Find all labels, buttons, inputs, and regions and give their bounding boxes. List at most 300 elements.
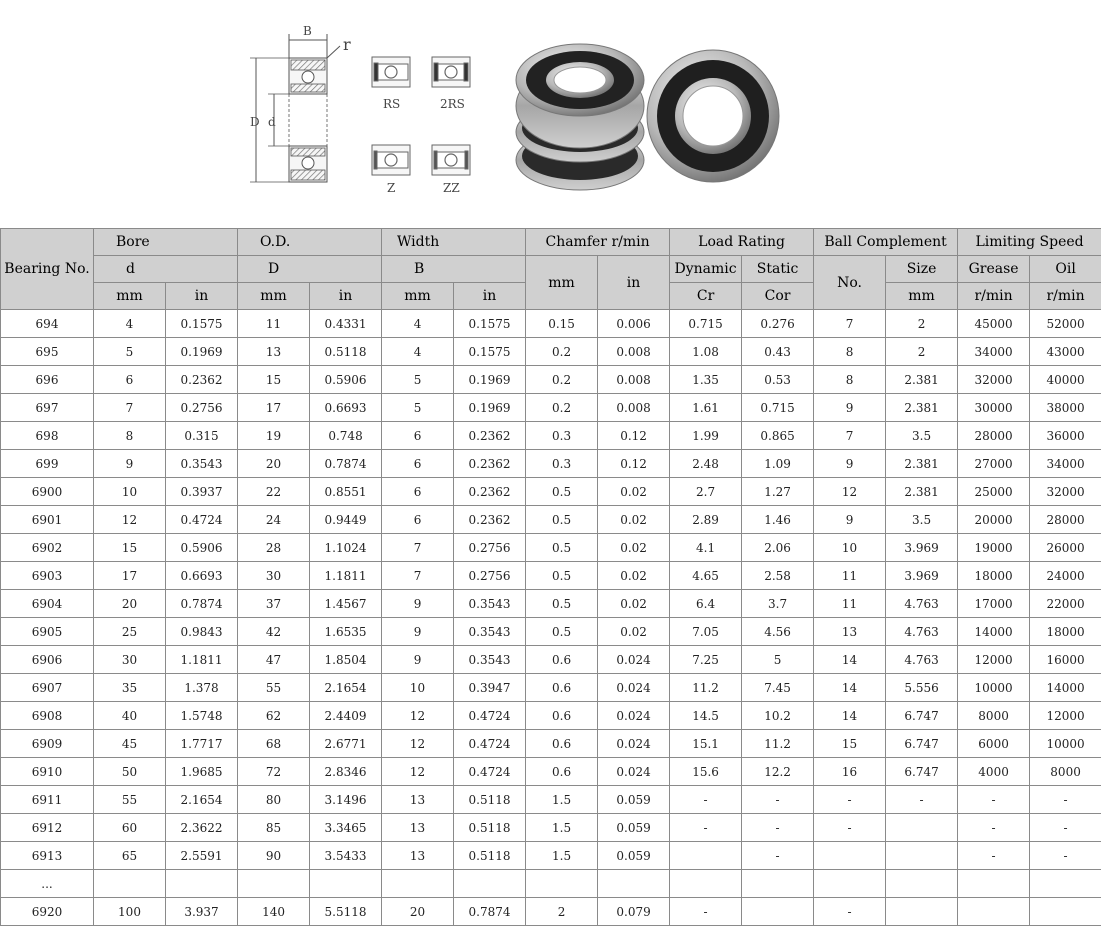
cell-bore-mm: 60: [94, 814, 166, 842]
cell-dynamic-cr: -: [670, 814, 742, 842]
cell-static-cor: 0.276: [742, 310, 814, 338]
header-od-symbol: D: [238, 256, 382, 283]
cell-chamfer-in: 0.006: [598, 310, 670, 338]
table-row: [1, 786, 1101, 814]
cell-dynamic-cr: 7.25: [670, 646, 742, 674]
header-width: Width: [382, 229, 526, 256]
cell-chamfer-mm: 0.2: [526, 394, 598, 422]
cell-ball-no: 12: [814, 478, 886, 506]
cell-od-mm: 15: [238, 366, 310, 394]
cell-grease-speed: 18000: [958, 562, 1030, 590]
header-width-in: in: [454, 283, 526, 310]
cross-section-drawing: [250, 34, 340, 182]
cell-od-mm: 19: [238, 422, 310, 450]
cell-width-mm: [382, 870, 454, 898]
cell-dynamic-cr: 2.7: [670, 478, 742, 506]
cell-bore-in: 2.3622: [166, 814, 238, 842]
cell-width-in: 0.2362: [454, 478, 526, 506]
cell-od-in: 2.1654: [310, 674, 382, 702]
cell-od-in: 0.9449: [310, 506, 382, 534]
cell-od-mm: 62: [238, 702, 310, 730]
header-ball-size-mm: mm: [886, 283, 958, 310]
cell-ball-size: 4.763: [886, 646, 958, 674]
cell-static-cor: 2.58: [742, 562, 814, 590]
product-figure: [0, 0, 1101, 228]
cell-od-in: 3.3465: [310, 814, 382, 842]
cell-bearing-no: 6920: [1, 898, 94, 926]
header-grease: Grease: [958, 256, 1030, 283]
table-row: [1, 450, 1101, 478]
cell-ball-no: 7: [814, 310, 886, 338]
cell-width-in: 0.1575: [454, 338, 526, 366]
cell-grease-speed: 6000: [958, 730, 1030, 758]
cell-bore-mm: 55: [94, 786, 166, 814]
cell-bore-mm: 4: [94, 310, 166, 338]
cell-chamfer-in: 0.008: [598, 366, 670, 394]
header-oil: Oil: [1030, 256, 1101, 283]
dim-label-B: B: [303, 24, 312, 38]
cell-static-cor: 4.56: [742, 618, 814, 646]
cell-oil-speed: 40000: [1030, 366, 1101, 394]
cell-width-mm: 6: [382, 478, 454, 506]
bearing-spec-table: [0, 228, 1101, 926]
header-width-mm: mm: [382, 283, 454, 310]
cell-bore-mm: 8: [94, 422, 166, 450]
cell-width-in: 0.7874: [454, 898, 526, 926]
cell-static-cor: 12.2: [742, 758, 814, 786]
seal-label-z: Z: [387, 181, 396, 195]
cell-bore-mm: 7: [94, 394, 166, 422]
cell-oil-speed: -: [1030, 842, 1101, 870]
cell-dynamic-cr: 6.4: [670, 590, 742, 618]
cell-od-in: 0.5906: [310, 366, 382, 394]
cell-grease-speed: 8000: [958, 702, 1030, 730]
cell-od-in: [310, 870, 382, 898]
cell-od-mm: 24: [238, 506, 310, 534]
cell-oil-speed: 38000: [1030, 394, 1101, 422]
cell-dynamic-cr: 2.48: [670, 450, 742, 478]
cell-bore-in: 1.9685: [166, 758, 238, 786]
cell-bearing-no: 6910: [1, 758, 94, 786]
cell-width-in: 0.3543: [454, 618, 526, 646]
cell-width-mm: 9: [382, 646, 454, 674]
header-od-mm: mm: [238, 283, 310, 310]
cell-static-cor: [742, 870, 814, 898]
cell-grease-speed: 25000: [958, 478, 1030, 506]
cell-od-mm: 140: [238, 898, 310, 926]
cell-chamfer-mm: 0.3: [526, 450, 598, 478]
table-row: [1, 618, 1101, 646]
cell-bearing-no: ...: [1, 870, 94, 898]
header-ball-size: Size: [886, 256, 958, 283]
cell-static-cor: -: [742, 814, 814, 842]
cell-bearing-no: 698: [1, 422, 94, 450]
dim-label-d: d: [268, 115, 276, 129]
cell-bore-in: 0.2756: [166, 394, 238, 422]
cell-ball-no: 8: [814, 366, 886, 394]
cell-oil-speed: -: [1030, 814, 1101, 842]
bearing-single-photo: [647, 50, 779, 182]
cell-grease-speed: 30000: [958, 394, 1030, 422]
seal-label-2rs: 2RS: [440, 97, 465, 111]
cell-ball-size: 3.969: [886, 534, 958, 562]
cell-dynamic-cr: 1.35: [670, 366, 742, 394]
cell-bore-in: 0.2362: [166, 366, 238, 394]
cell-bearing-no: 6907: [1, 674, 94, 702]
cell-dynamic-cr: 2.89: [670, 506, 742, 534]
cell-oil-speed: 8000: [1030, 758, 1101, 786]
cell-od-in: 0.8551: [310, 478, 382, 506]
cell-width-mm: 13: [382, 786, 454, 814]
cell-oil-speed: 18000: [1030, 618, 1101, 646]
cell-ball-size: 2.381: [886, 366, 958, 394]
header-bore: Bore: [94, 229, 238, 256]
cell-ball-size: 4.763: [886, 618, 958, 646]
cell-width-in: 0.2756: [454, 534, 526, 562]
cell-ball-no: 11: [814, 562, 886, 590]
cell-bearing-no: 6900: [1, 478, 94, 506]
cell-chamfer-in: 0.079: [598, 898, 670, 926]
table-row: [1, 394, 1101, 422]
cell-static-cor: -: [742, 786, 814, 814]
header-od: O.D.: [238, 229, 382, 256]
cell-grease-speed: [958, 898, 1030, 926]
cell-width-mm: 13: [382, 814, 454, 842]
cell-bore-mm: 25: [94, 618, 166, 646]
cell-grease-speed: 20000: [958, 506, 1030, 534]
cell-ball-size: 6.747: [886, 758, 958, 786]
cell-od-in: 0.748: [310, 422, 382, 450]
cell-width-mm: 4: [382, 310, 454, 338]
cell-ball-no: 9: [814, 450, 886, 478]
cell-grease-speed: 4000: [958, 758, 1030, 786]
cell-oil-speed: [1030, 870, 1101, 898]
cell-bore-in: 0.1575: [166, 310, 238, 338]
cell-bore-in: 0.4724: [166, 506, 238, 534]
cell-ball-size: [886, 842, 958, 870]
cell-static-cor: 1.27: [742, 478, 814, 506]
cell-ball-size: 2.381: [886, 478, 958, 506]
cell-width-mm: 20: [382, 898, 454, 926]
cell-od-in: 2.8346: [310, 758, 382, 786]
cell-width-mm: 4: [382, 338, 454, 366]
cell-ball-no: 8: [814, 338, 886, 366]
header-dynamic-cr: Cr: [670, 283, 742, 310]
cell-ball-no: 14: [814, 702, 886, 730]
cell-grease-speed: 10000: [958, 674, 1030, 702]
header-bearing-no: Bearing No.: [1, 229, 94, 310]
header-ball-complement: Ball Complement: [814, 229, 958, 256]
cell-chamfer-mm: 0.5: [526, 618, 598, 646]
cell-bore-mm: 9: [94, 450, 166, 478]
dim-label-r: r: [343, 35, 351, 54]
header-bore-mm: mm: [94, 283, 166, 310]
cell-chamfer-in: 0.059: [598, 786, 670, 814]
cell-od-in: 3.1496: [310, 786, 382, 814]
cell-od-mm: 90: [238, 842, 310, 870]
cell-bore-mm: 15: [94, 534, 166, 562]
cell-bearing-no: 699: [1, 450, 94, 478]
cell-ball-no: -: [814, 898, 886, 926]
cell-width-mm: 6: [382, 450, 454, 478]
cell-static-cor: 0.43: [742, 338, 814, 366]
cell-bore-in: 2.5591: [166, 842, 238, 870]
cell-bearing-no: 6905: [1, 618, 94, 646]
seal-icon-2rs: [432, 57, 470, 87]
table-row: [1, 506, 1101, 534]
cell-bore-mm: 5: [94, 338, 166, 366]
cell-od-mm: 28: [238, 534, 310, 562]
cell-width-mm: 7: [382, 562, 454, 590]
cell-grease-speed: 28000: [958, 422, 1030, 450]
cell-dynamic-cr: 11.2: [670, 674, 742, 702]
seal-label-rs: RS: [383, 97, 401, 111]
cell-chamfer-in: 0.008: [598, 394, 670, 422]
cell-width-mm: 6: [382, 506, 454, 534]
cell-ball-no: 10: [814, 534, 886, 562]
cell-width-in: 0.5118: [454, 842, 526, 870]
cell-od-mm: 72: [238, 758, 310, 786]
cell-width-in: 0.5118: [454, 786, 526, 814]
table-row: [1, 758, 1101, 786]
cell-bore-mm: 65: [94, 842, 166, 870]
cell-grease-speed: 32000: [958, 366, 1030, 394]
cell-bore-mm: 10: [94, 478, 166, 506]
cell-width-in: 0.5118: [454, 814, 526, 842]
cell-width-mm: 12: [382, 730, 454, 758]
cell-ball-no: 11: [814, 590, 886, 618]
table-row: [1, 338, 1101, 366]
cell-dynamic-cr: 1.08: [670, 338, 742, 366]
seal-icon-rs: [372, 57, 410, 87]
cell-static-cor: 1.46: [742, 506, 814, 534]
cell-chamfer-in: 0.008: [598, 338, 670, 366]
cell-bore-mm: 12: [94, 506, 166, 534]
header-load-rating: Load Rating: [670, 229, 814, 256]
cell-bore-in: 0.3543: [166, 450, 238, 478]
cell-grease-speed: -: [958, 786, 1030, 814]
table-row: [1, 534, 1101, 562]
cell-bore-in: 0.5906: [166, 534, 238, 562]
cell-static-cor: -: [742, 842, 814, 870]
cell-chamfer-mm: 0.2: [526, 366, 598, 394]
cell-oil-speed: 28000: [1030, 506, 1101, 534]
cell-static-cor: 11.2: [742, 730, 814, 758]
cell-static-cor: 5: [742, 646, 814, 674]
cell-bore-in: 0.9843: [166, 618, 238, 646]
cell-bore-in: 2.1654: [166, 786, 238, 814]
cell-chamfer-mm: 2: [526, 898, 598, 926]
cell-chamfer-in: 0.024: [598, 730, 670, 758]
cell-bearing-no: 6912: [1, 814, 94, 842]
cell-ball-size: [886, 814, 958, 842]
cell-ball-no: [814, 870, 886, 898]
cell-grease-speed: 45000: [958, 310, 1030, 338]
cell-od-in: 1.1811: [310, 562, 382, 590]
cell-width-mm: 5: [382, 394, 454, 422]
cell-chamfer-in: 0.059: [598, 842, 670, 870]
cell-bore-in: 0.6693: [166, 562, 238, 590]
cell-bore-in: 1.7717: [166, 730, 238, 758]
table-row: [1, 590, 1101, 618]
cell-width-in: 0.3543: [454, 590, 526, 618]
cell-chamfer-in: 0.02: [598, 506, 670, 534]
cell-bearing-no: 6906: [1, 646, 94, 674]
cell-chamfer-in: 0.02: [598, 590, 670, 618]
cell-bore-mm: 100: [94, 898, 166, 926]
cell-oil-speed: 22000: [1030, 590, 1101, 618]
cell-grease-speed: 17000: [958, 590, 1030, 618]
table-row: [1, 422, 1101, 450]
cell-bore-mm: 17: [94, 562, 166, 590]
cell-od-in: 3.5433: [310, 842, 382, 870]
cell-chamfer-mm: 0.5: [526, 534, 598, 562]
cell-oil-speed: [1030, 898, 1101, 926]
cell-oil-speed: 32000: [1030, 478, 1101, 506]
cell-bore-mm: 20: [94, 590, 166, 618]
cell-grease-speed: -: [958, 814, 1030, 842]
cell-width-in: 0.4724: [454, 702, 526, 730]
cell-oil-speed: 26000: [1030, 534, 1101, 562]
cell-grease-speed: 27000: [958, 450, 1030, 478]
cell-bearing-no: 697: [1, 394, 94, 422]
cell-chamfer-mm: 0.5: [526, 478, 598, 506]
cell-chamfer-in: 0.12: [598, 450, 670, 478]
cell-bore-mm: 45: [94, 730, 166, 758]
cell-od-mm: 17: [238, 394, 310, 422]
cell-oil-speed: 10000: [1030, 730, 1101, 758]
cell-chamfer-in: 0.024: [598, 758, 670, 786]
cell-chamfer-mm: 0.6: [526, 730, 598, 758]
cell-od-mm: 42: [238, 618, 310, 646]
cell-bore-mm: 6: [94, 366, 166, 394]
seal-label-zz: ZZ: [443, 181, 460, 195]
cell-oil-speed: 16000: [1030, 646, 1101, 674]
cell-chamfer-mm: 0.2: [526, 338, 598, 366]
cell-od-in: 1.1024: [310, 534, 382, 562]
cell-oil-speed: 24000: [1030, 562, 1101, 590]
table-row: [1, 310, 1101, 338]
cell-chamfer-in: 0.12: [598, 422, 670, 450]
cell-width-in: 0.3543: [454, 646, 526, 674]
cell-od-in: 2.6771: [310, 730, 382, 758]
table-row: [1, 562, 1101, 590]
cell-ball-no: -: [814, 814, 886, 842]
cell-od-mm: 80: [238, 786, 310, 814]
table-body: [1, 310, 1101, 926]
cell-ball-size: [886, 870, 958, 898]
cell-od-mm: 47: [238, 646, 310, 674]
cell-width-mm: 9: [382, 590, 454, 618]
cell-chamfer-in: 0.02: [598, 618, 670, 646]
cell-chamfer-mm: 0.6: [526, 674, 598, 702]
header-grease-rmin: r/min: [958, 283, 1030, 310]
cell-chamfer-in: 0.059: [598, 814, 670, 842]
cell-bore-in: 0.3937: [166, 478, 238, 506]
table-row: [1, 702, 1101, 730]
cell-width-mm: 7: [382, 534, 454, 562]
cell-od-mm: 13: [238, 338, 310, 366]
cell-chamfer-mm: 0.6: [526, 646, 598, 674]
cell-oil-speed: 34000: [1030, 450, 1101, 478]
cell-chamfer-in: 0.024: [598, 674, 670, 702]
cell-ball-size: 3.969: [886, 562, 958, 590]
bearing-illustration: [0, 0, 1101, 228]
cell-dynamic-cr: 4.65: [670, 562, 742, 590]
cell-width-mm: 5: [382, 366, 454, 394]
cell-static-cor: 2.06: [742, 534, 814, 562]
cell-dynamic-cr: 7.05: [670, 618, 742, 646]
header-limiting-speed: Limiting Speed: [958, 229, 1101, 256]
table-row: [1, 898, 1101, 926]
cell-bearing-no: 696: [1, 366, 94, 394]
cell-bore-in: 1.5748: [166, 702, 238, 730]
cell-chamfer-in: 0.02: [598, 534, 670, 562]
header-chamfer-mm: mm: [526, 256, 598, 310]
cell-bore-mm: 40: [94, 702, 166, 730]
cell-bearing-no: 6902: [1, 534, 94, 562]
cell-width-in: 0.1969: [454, 394, 526, 422]
seal-icon-z: [372, 145, 410, 175]
cell-static-cor: 3.7: [742, 590, 814, 618]
cell-od-mm: [238, 870, 310, 898]
seal-icon-zz: [432, 145, 470, 175]
cell-ball-size: 4.763: [886, 590, 958, 618]
cell-ball-no: 13: [814, 618, 886, 646]
cell-bore-mm: 50: [94, 758, 166, 786]
cell-width-in: 0.2362: [454, 422, 526, 450]
table-row: [1, 366, 1101, 394]
cell-od-mm: 20: [238, 450, 310, 478]
cell-dynamic-cr: 14.5: [670, 702, 742, 730]
cell-static-cor: 7.45: [742, 674, 814, 702]
cell-bore-mm: [94, 870, 166, 898]
table-row: [1, 870, 1101, 898]
table-row: [1, 646, 1101, 674]
cell-bore-in: 0.315: [166, 422, 238, 450]
cell-grease-speed: 19000: [958, 534, 1030, 562]
cell-ball-size: 2.381: [886, 394, 958, 422]
cell-static-cor: [742, 898, 814, 926]
cell-bore-in: 0.1969: [166, 338, 238, 366]
cell-width-mm: 10: [382, 674, 454, 702]
cell-oil-speed: 52000: [1030, 310, 1101, 338]
cell-bearing-no: 695: [1, 338, 94, 366]
cell-od-in: 2.4409: [310, 702, 382, 730]
cell-bore-in: 1.378: [166, 674, 238, 702]
cell-bore-in: 0.7874: [166, 590, 238, 618]
header-chamfer-in: in: [598, 256, 670, 310]
cell-width-mm: 6: [382, 422, 454, 450]
cell-grease-speed: 12000: [958, 646, 1030, 674]
cell-width-in: [454, 870, 526, 898]
cell-ball-size: 3.5: [886, 422, 958, 450]
cell-oil-speed: 43000: [1030, 338, 1101, 366]
cell-ball-size: -: [886, 786, 958, 814]
cell-ball-no: [814, 842, 886, 870]
cell-dynamic-cr: -: [670, 898, 742, 926]
cell-bearing-no: 6913: [1, 842, 94, 870]
cell-chamfer-in: 0.024: [598, 646, 670, 674]
cell-od-mm: 68: [238, 730, 310, 758]
cell-od-in: 1.8504: [310, 646, 382, 674]
cell-oil-speed: 14000: [1030, 674, 1101, 702]
cell-bearing-no: 6911: [1, 786, 94, 814]
cell-od-mm: 22: [238, 478, 310, 506]
cell-bearing-no: 6909: [1, 730, 94, 758]
cell-width-mm: 12: [382, 758, 454, 786]
cell-dynamic-cr: 0.715: [670, 310, 742, 338]
